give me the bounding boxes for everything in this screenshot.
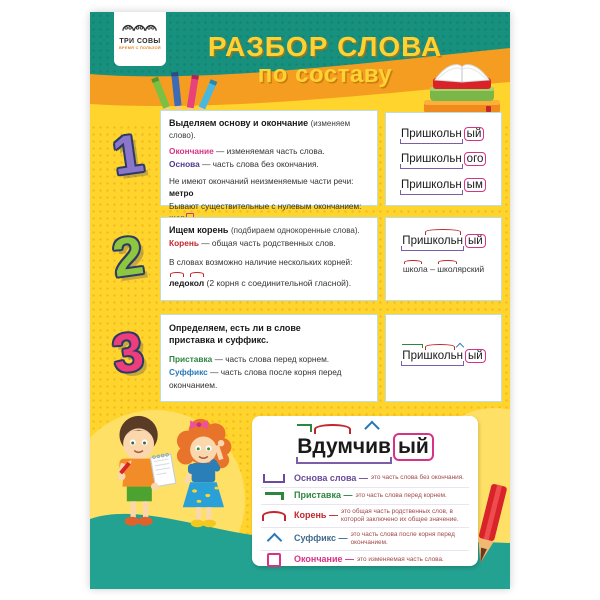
definition-pristavka: Приставка — часть слова перед корнем. <box>169 354 330 365</box>
section-3-heading: Определяем, есть ли в слове приставка и суффикс. <box>169 323 301 345</box>
suffix-caret-icon <box>266 533 282 549</box>
example-word: Пришкольн ый <box>400 127 501 141</box>
definition-koren: Корень — общая часть родственных слов. <box>169 237 336 248</box>
section-1-card <box>160 110 378 211</box>
section-3-number: 3 <box>108 321 148 385</box>
section-2-heading-text: Ищем корень <box>169 225 229 235</box>
section-2-note: В словах возможно наличие нескольких корней: <box>169 257 353 267</box>
children-illustration <box>90 410 252 575</box>
section-1-number: 1 <box>108 123 148 187</box>
books-icon <box>416 38 508 120</box>
brand-tagline: ВРЕМЯ С ПОЛЬЗОЙ <box>119 46 161 50</box>
section-1-heading <box>169 118 369 141</box>
poster-title-line1: РАЗБОР СЛОВА <box>207 31 443 62</box>
section-1-note-2: Бывают существительные с нулевым окончанием: <box>169 201 369 226</box>
section-3-examples-card <box>385 314 502 402</box>
related-words: школа – школярский <box>402 264 485 274</box>
section-1-heading-note: (изменяем слово). <box>169 119 351 140</box>
brand-name: ТРИ СОВЫ <box>119 38 161 45</box>
legend-row-pristavka: Приставка — это часть слова перед корнем. <box>261 487 469 505</box>
brand-logo <box>114 12 166 66</box>
section-2-heading-note: (подбираем однокоренные слова). <box>230 226 360 235</box>
ending-square-icon <box>267 553 281 567</box>
legend-row-koren: Корень — это общая часть родственных слов, в которой заключено их общее значение. <box>261 504 469 527</box>
boy-illustration <box>118 416 176 526</box>
three-owls-icon <box>121 20 159 32</box>
definition-osnova: Основа — часть слова без окончания. <box>169 159 319 170</box>
definition-suffiks: Суффикс — часть слова после корня перед окончанием. <box>169 367 342 391</box>
example-word: Пришкольн ым <box>400 178 501 192</box>
section-3-card <box>160 314 378 402</box>
stem-bracket-icon <box>263 474 285 483</box>
legend-row-okonchanie: Окончание — это изменяемая часть слова. <box>261 550 469 570</box>
section-2-examples-card <box>385 217 502 301</box>
section-1-heading-text: Выделяем основу и окончание <box>169 118 309 128</box>
section-1-note-1: Не имеют окончаний неизменяемые части речи: метро <box>169 177 354 199</box>
compound-word-example: ледокол (2 корня с соединительной гласной). <box>169 277 352 288</box>
section-1-examples-card <box>385 112 502 206</box>
legend-row-suffiks: Суффикс — это часть слова после корня перед окончанием. <box>261 527 469 550</box>
prefix-line-icon <box>265 492 284 500</box>
section-2-heading <box>169 225 369 237</box>
section-2-card <box>160 217 378 301</box>
root-arc-icon <box>262 511 286 521</box>
definition-okonchanie: Окончание — изменяемая часть слова. <box>169 146 325 157</box>
example-word: Пришкольн ый <box>386 234 501 248</box>
legend-rows <box>261 470 469 570</box>
poster-title-line2: по составу <box>257 61 393 89</box>
legend-row-osnova: Основа слова — это часть слова без окончания. <box>261 470 469 487</box>
girl-illustration <box>177 419 231 527</box>
example-word: Пришкольн ого <box>400 152 501 166</box>
section-2-number: 2 <box>108 225 148 289</box>
legend-card <box>252 416 478 566</box>
poster <box>90 12 510 589</box>
red-pencil-icon <box>466 480 510 576</box>
example-word-full-markup: Пришкольн ый <box>386 349 501 363</box>
legend-example-word: Вдумчив ый <box>261 433 469 461</box>
